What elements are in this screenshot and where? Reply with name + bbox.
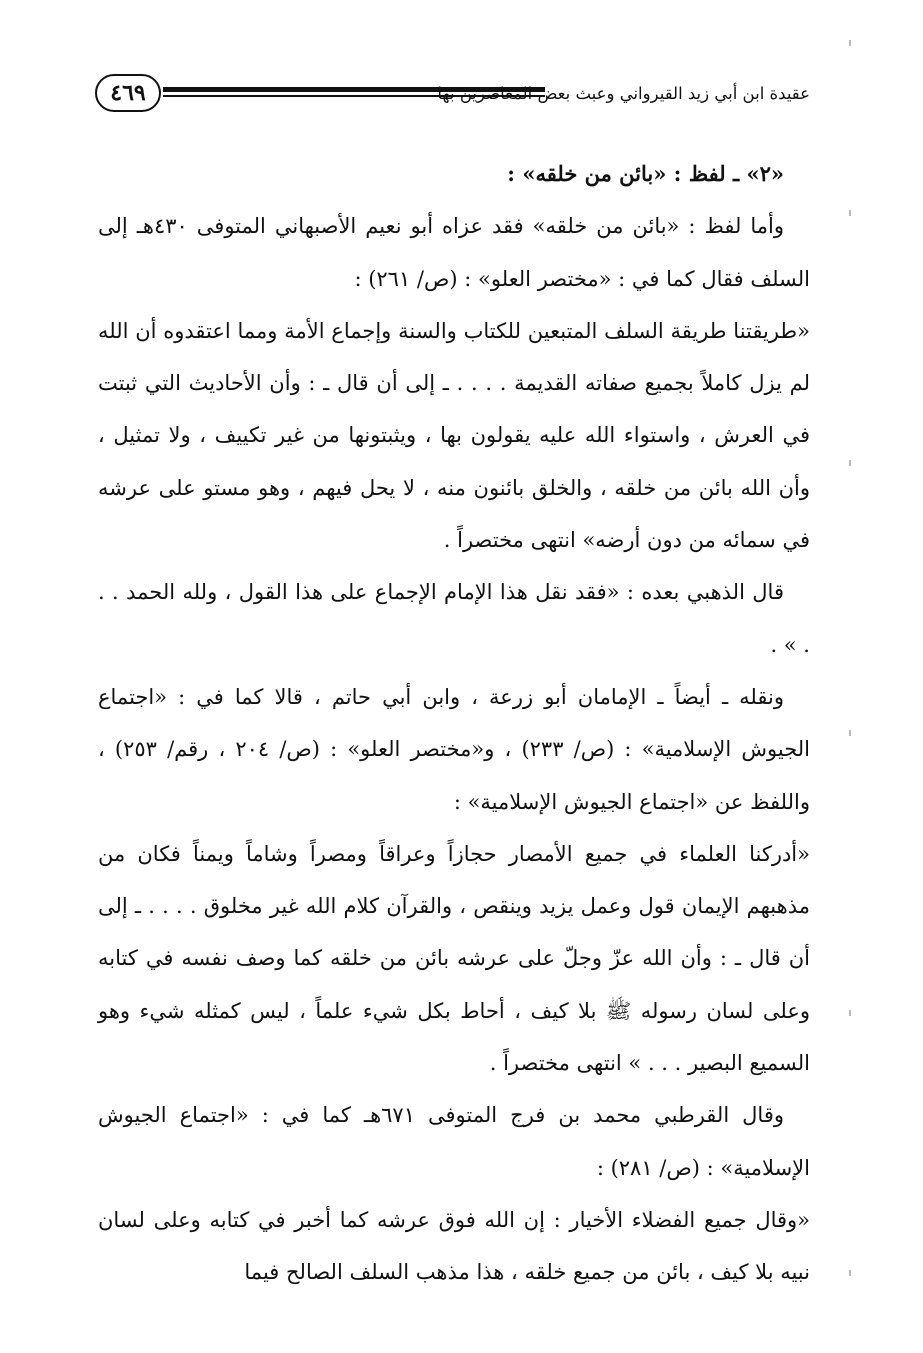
quotation: «وقال جميع الفضلاء الأخيار : إن الله فوق عرشه كما أخبر في كتابه وعلى لسان نبيه بلا كيف ، بائن من جميع خلقه ، هذا مذهب السلف الصالح فيما [98,1207,810,1285]
running-title: عقيدة ابن أبي زيد القيرواني وعبث بعض المعاصرين بها [437,84,810,103]
body-text [98,148,810,1299]
section-heading: «٢» ـ لفظ : «بائن من خلقه» : [507,161,784,186]
quotation: «طريقتنا طريقة السلف المتبعين للكتاب والسنة وإجماع الأمة ومما اعتقدوه أن الله لم يزل كاملاً بجميع صفاته القديمة . . . . ـ إلى أن قال ـ : وأن الأحاديث التي ثبتت في العرش ، واستواء الله عليه يقولون بها ، ويثبتونها من غير تكييف ، ولا تمثيل ، وأن الله بائن من خلقه ، والخلق بائنون منه ، لا يحل فيهم ، وهو مستو على عرشه في سمائه من دون أرضه» انتهى مختصراً . [98,318,810,553]
quotation: «أدركنا العلماء في جميع الأمصار حجازاً وعراقاً ومصراً وشاماً ويمناً فكان من مذهبهم الإيمان قول وعمل يزيد وينقص ، والقرآن كلام الله غير مخلوق . . . . ـ إلى أن قال ـ : وأن الله عزّ وجلّ على عرشه بائن من خلقه كما وصف نفسه في كتابه وعلى لسان رسوله ﷺ بلا كيف ، أحاط بكل شيء علماً ، ليس كمثله شيء وهو السميع البصير . . . » انتهى مختصراً . [98,841,810,1076]
paragraph: ونقله ـ أيضاً ـ الإمامان أبو زرعة ، وابن أبي حاتم ، قالا كما في : «اجتماع الجيوش الإسلامية» : (ص/ ٢٣٣) ، و«مختصر العلو» : (ص/ ٢٠٤ ، رقم/ ٢٥٣) ، واللفظ عن «اجتماع الجيوش الإسلامية» : [98,684,810,814]
paragraph: وقال القرطبي محمد بن فرج المتوفى ٦٧١هـ كما في : «اجتماع الجيوش الإسلامية» : (ص/ ٢٨١) : [98,1103,810,1180]
page-number: ٤٦٩ [95,74,161,112]
paragraph: وأما لفظ : «بائن من خلقه» فقد عزاه أبو نعيم الأصبهاني المتوفى ٤٣٠هـ إلى السلف فقال كما في : «مختصر العلو» : (ص/ ٢٦١) : [98,214,810,291]
paragraph: قال الذهبي بعده : «فقد نقل هذا الإمام الإجماع على هذا القول ، ولله الحمد . . . » . [98,580,810,657]
page-header [95,72,810,128]
margin-scan-marks [849,30,851,1330]
